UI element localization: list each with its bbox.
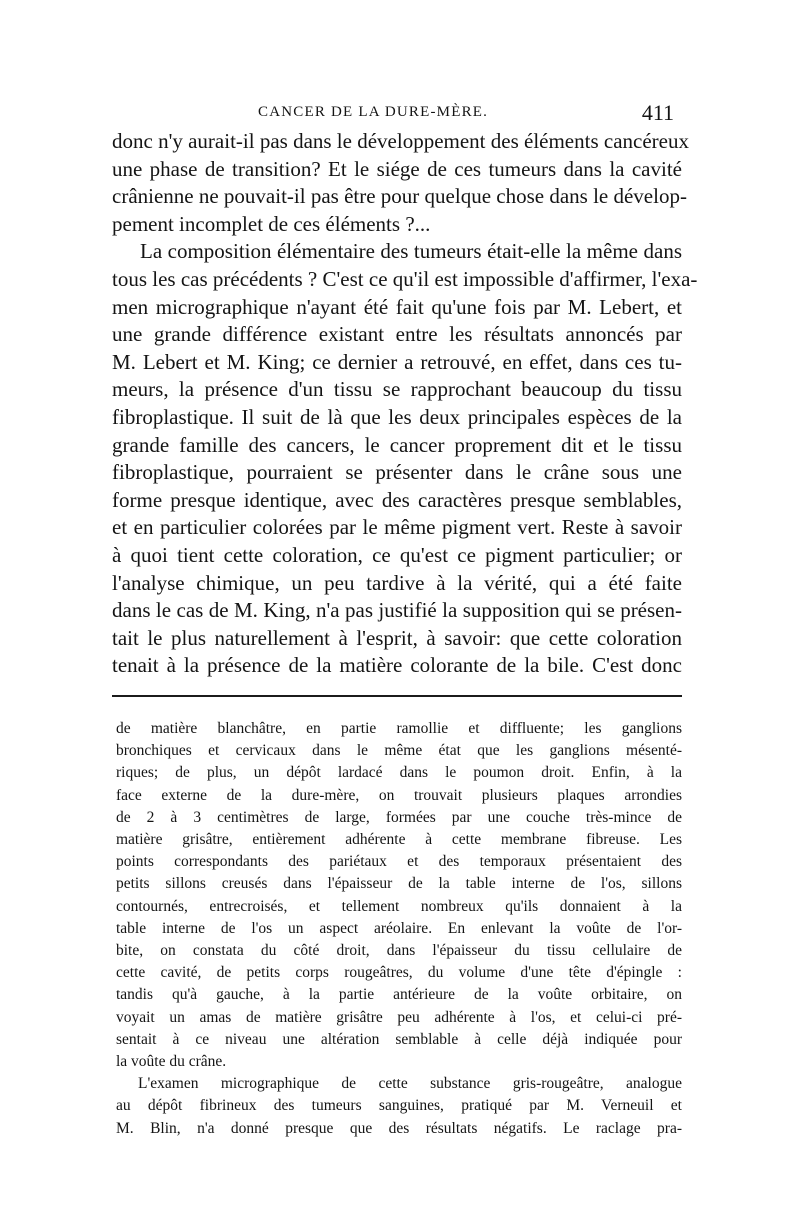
footnote-line: au dépôt fibrineux des tumeurs sanguines, pratiqué par M. Verneuil et	[116, 1097, 682, 1115]
body-paragraph	[112, 128, 689, 238]
footnote-line: M. Blin, n'a donné presque que des résultats négatifs. Le raclage pra-	[116, 1119, 682, 1137]
main-text	[112, 128, 698, 680]
footnote	[116, 718, 682, 1140]
footnote-line: de 2 à 3 centimètres de large, formées par une couche très-mince de	[116, 808, 682, 826]
page-number: 411	[641, 100, 674, 125]
running-header	[112, 100, 682, 130]
footnote-line: L'examen micrographique de cette substance gris-rougeâtre, analogue	[138, 1075, 682, 1093]
text-line: l'analyse chimique, un peu tardive à la vérité, qui a été faite	[112, 570, 682, 595]
body-paragraph	[112, 238, 698, 680]
footnote-line: contournés, entrecroisés, et tellement nombreux qu'ils donnaient à la	[116, 897, 682, 915]
text-line: La composition élémentaire des tumeurs était-elle la même dans	[140, 239, 682, 264]
footnote-line: bite, on constata du côté droit, dans l'épaisseur du tissu cellulaire de	[116, 942, 682, 960]
text-line: une grande différence existant entre les résultats annoncés par	[112, 322, 682, 347]
footnote-line: petits sillons creusés dans l'épaisseur de la table interne de l'os, sillons	[116, 875, 682, 893]
text-line: à quoi tient cette coloration, ce qu'est ce pigment particulier; or	[112, 542, 682, 567]
footnote-paragraph	[116, 1073, 682, 1140]
text-line: grande famille des cancers, le cancer proprement dit et le tissu	[112, 432, 682, 457]
text-line: meurs, la présence d'un tissu se rapprochant beaucoup du tissu	[112, 377, 682, 402]
footnote-line: la voûte du crâne.	[116, 1053, 227, 1071]
text-line: crânienne ne pouvait-il pas être pour quelque chose dans le dévelop-	[112, 184, 687, 209]
footnote-line: tandis qu'à gauche, à la partie antérieure de la voûte orbitaire, on	[116, 986, 682, 1004]
text-line: forme presque identique, avec des caractères presque semblables,	[112, 487, 682, 512]
text-line: M. Lebert et M. King; ce dernier a retrouvé, en effet, dans ces tu-	[112, 349, 682, 374]
footnote-line: matière grisâtre, entièrement adhérente à cette membrane fibreuse. Les	[116, 831, 682, 849]
text-line: tenait à la présence de la matière colorante de la bile. C'est donc	[112, 653, 682, 678]
footnote-line: de matière blanchâtre, en partie ramollie et diffluente; les ganglions	[116, 720, 682, 737]
text-line: pement incomplet de ces éléments ?...	[112, 211, 431, 236]
text-line: donc n'y aurait-il pas dans le développement des éléments cancéreux	[112, 129, 689, 153]
text-line: fibroplastique, pourraient se présenter dans le crâne sous une	[112, 460, 682, 485]
footnote-line: face externe de la dure-mère, on trouvait plusieurs plaques arrondies	[116, 786, 682, 804]
footnote-line: bronchiques et cervicaux dans le même état que les ganglions mésenté-	[116, 742, 682, 760]
text-line: fibroplastique. Il suit de là que les deux principales espèces de la	[112, 404, 682, 429]
text-line: tait le plus naturellement à l'esprit, à savoir: que cette coloration	[112, 625, 682, 650]
footnote-paragraph	[116, 718, 682, 1073]
footnote-line: sentait à ce niveau une altération semblable à celle déjà indiquée pour	[116, 1030, 682, 1048]
footnote-line: points correspondants des pariétaux et des temporaux présentaient des	[116, 853, 682, 871]
text-line: dans le cas de M. King, n'a pas justifié la supposition qui se présen-	[112, 598, 682, 623]
footnote-line: table interne de l'os un aspect aréolaire. En enlevant la voûte de l'or-	[116, 919, 682, 937]
footnote-line: cette cavité, de petits corps rougeâtres, du volume d'une tête d'épingle :	[116, 964, 682, 982]
footnote-separator	[112, 695, 682, 697]
text-line: tous les cas précédents ? C'est ce qu'il est impossible d'affirmer, l'exa-	[112, 266, 698, 291]
running-title: CANCER DE LA DURE-MÈRE.	[258, 104, 489, 120]
footnote-line: voyait un amas de matière grisâtre peu adhérente à l'os, et celui-ci pré-	[116, 1008, 682, 1026]
text-line: une phase de transition? Et le siége de ces tumeurs dans la cavité	[112, 156, 682, 181]
text-line: et en particulier colorées par le même pigment vert. Reste à savoir	[112, 515, 682, 540]
text-line: men micrographique n'ayant été fait qu'une fois par M. Lebert, et	[112, 294, 682, 319]
footnote-line: riques; de plus, un dépôt lardacé dans le poumon droit. Enfin, à la	[116, 764, 682, 782]
